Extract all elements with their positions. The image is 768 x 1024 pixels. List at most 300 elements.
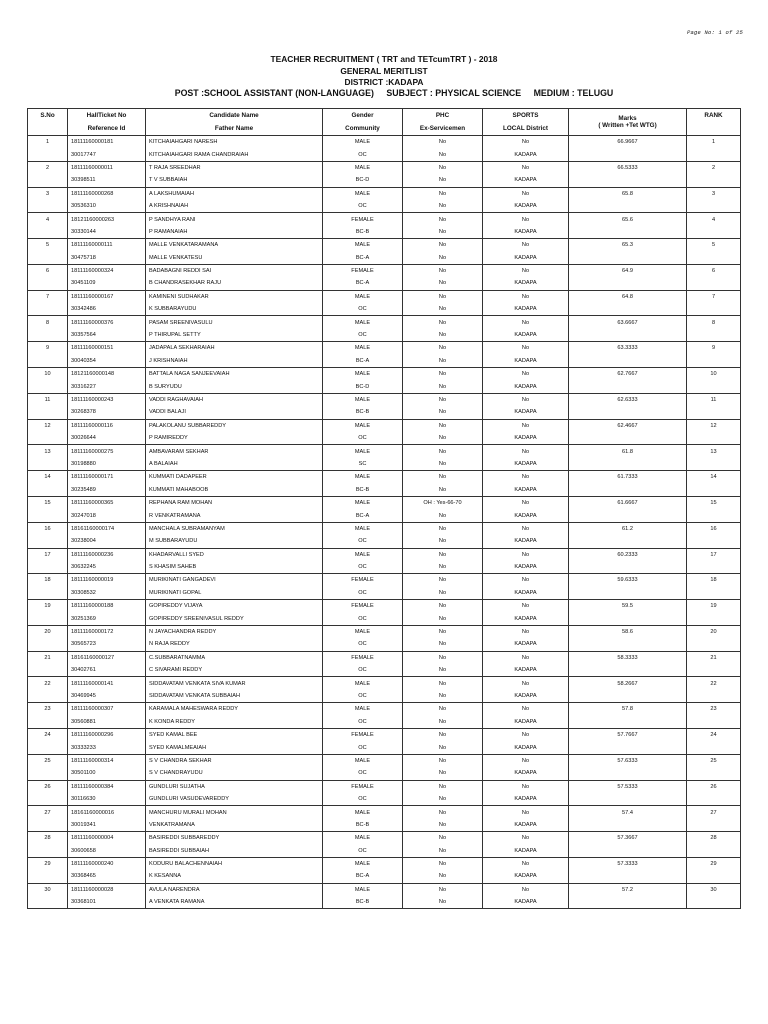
cell-hallticket: 18111160000141	[68, 677, 146, 690]
cell-local-district: KADAPA	[483, 509, 569, 522]
cell-rank: 17	[687, 548, 741, 561]
cell-ex-servicemen: No	[403, 716, 483, 729]
table-row-secondary	[28, 896, 741, 909]
cell-ex-servicemen: No	[403, 561, 483, 574]
cell-empty	[687, 406, 741, 419]
cell-phc: No	[403, 136, 483, 149]
cell-local-district: KADAPA	[483, 638, 569, 651]
cell-father-name: M SUBBARAYUDU	[146, 535, 323, 548]
cell-ex-servicemen: No	[403, 252, 483, 265]
cell-reference-id: 30475718	[68, 252, 146, 265]
cell-sno: 24	[28, 728, 68, 741]
table-row	[28, 419, 741, 432]
cell-reference-id: 30342486	[68, 303, 146, 316]
cell-local-district: KADAPA	[483, 458, 569, 471]
cell-hallticket: 18111160000116	[68, 419, 146, 432]
cell-ex-servicemen: No	[403, 432, 483, 445]
cell-empty	[569, 767, 687, 780]
cell-candidate-name: MURIKINATI GANGADEVI	[146, 574, 323, 587]
cell-rank: 3	[687, 187, 741, 200]
cell-marks: 57.5333	[569, 780, 687, 793]
table-row-secondary	[28, 793, 741, 806]
cell-empty	[687, 793, 741, 806]
cell-local-district: KADAPA	[483, 741, 569, 754]
cell-reference-id: 30235489	[68, 484, 146, 497]
cell-ex-servicemen: No	[403, 767, 483, 780]
cell-local-district: KADAPA	[483, 174, 569, 187]
table-row-secondary	[28, 252, 741, 265]
cell-hallticket: 18111160000151	[68, 342, 146, 355]
cell-gender: MALE	[323, 393, 403, 406]
cell-sports: No	[483, 522, 569, 535]
cell-community: BC-A	[323, 355, 403, 368]
table-header	[28, 109, 741, 136]
cell-rank: 19	[687, 600, 741, 613]
cell-ex-servicemen: No	[403, 535, 483, 548]
table-row-secondary	[28, 148, 741, 161]
cell-empty	[569, 844, 687, 857]
cell-reference-id: 30333233	[68, 741, 146, 754]
cell-empty	[28, 432, 68, 445]
cell-empty	[687, 252, 741, 265]
cell-phc: No	[403, 625, 483, 638]
cell-community: OC	[323, 690, 403, 703]
cell-reference-id: 30600658	[68, 844, 146, 857]
cell-hallticket: 18111160000296	[68, 728, 146, 741]
cell-father-name: K KESANNA	[146, 870, 323, 883]
cell-reference-id: 30026644	[68, 432, 146, 445]
cell-community: BC-B	[323, 819, 403, 832]
cell-phc: No	[403, 213, 483, 226]
col-hallticket: HallTicket No	[68, 109, 146, 123]
cell-sports: No	[483, 213, 569, 226]
cell-phc: No	[403, 703, 483, 716]
cell-community: BC-A	[323, 870, 403, 883]
cell-reference-id: 30268378	[68, 406, 146, 419]
cell-empty	[28, 329, 68, 342]
cell-phc: No	[403, 806, 483, 819]
cell-ex-servicemen: No	[403, 612, 483, 625]
cell-phc: No	[403, 857, 483, 870]
cell-local-district: KADAPA	[483, 870, 569, 883]
cell-empty	[569, 458, 687, 471]
cell-gender: MALE	[323, 754, 403, 767]
merit-list-table	[27, 108, 741, 909]
cell-phc: No	[403, 600, 483, 613]
cell-sports: No	[483, 161, 569, 174]
cell-sports: No	[483, 393, 569, 406]
cell-candidate-name: GUNDLURI SUJATHA	[146, 780, 323, 793]
cell-sno: 26	[28, 780, 68, 793]
cell-phc: No	[403, 342, 483, 355]
cell-empty	[28, 690, 68, 703]
cell-rank: 16	[687, 522, 741, 535]
cell-sports: No	[483, 136, 569, 149]
cell-empty	[569, 200, 687, 213]
cell-sports: No	[483, 857, 569, 870]
cell-community: BC-A	[323, 509, 403, 522]
cell-phc: No	[403, 239, 483, 252]
cell-sports: No	[483, 342, 569, 355]
cell-reference-id: 30536310	[68, 200, 146, 213]
cell-gender: FEMALE	[323, 651, 403, 664]
table-row-secondary	[28, 406, 741, 419]
cell-empty	[28, 870, 68, 883]
cell-empty	[569, 148, 687, 161]
cell-phc: No	[403, 728, 483, 741]
cell-local-district: KADAPA	[483, 355, 569, 368]
cell-candidate-name: AMBAVARAM SEKHAR	[146, 445, 323, 458]
cell-phc: No	[403, 651, 483, 664]
table-row	[28, 496, 741, 509]
cell-sports: No	[483, 316, 569, 329]
cell-reference-id: 30565723	[68, 638, 146, 651]
cell-empty	[569, 277, 687, 290]
cell-local-district: KADAPA	[483, 896, 569, 909]
cell-father-name: K SUBBARAYUDU	[146, 303, 323, 316]
table-row	[28, 832, 741, 845]
cell-empty	[569, 896, 687, 909]
cell-ex-servicemen: No	[403, 406, 483, 419]
cell-candidate-name: KHADARVALLI SYED	[146, 548, 323, 561]
cell-sno: 22	[28, 677, 68, 690]
cell-empty	[687, 870, 741, 883]
cell-community: BC-B	[323, 484, 403, 497]
cell-sports: No	[483, 290, 569, 303]
cell-sports: No	[483, 703, 569, 716]
cell-marks: 57.8	[569, 703, 687, 716]
cell-sports: No	[483, 496, 569, 509]
cell-rank: 22	[687, 677, 741, 690]
col-marks: Marks ( Written +Tet WTG)	[569, 109, 687, 136]
cell-father-name: A VENKATA RAMANA	[146, 896, 323, 909]
cell-empty	[569, 535, 687, 548]
cell-father-name: P RAMIREDDY	[146, 432, 323, 445]
cell-local-district: KADAPA	[483, 329, 569, 342]
cell-father-name: KITCHAIAHGARI RAMA CHANDRAIAH	[146, 148, 323, 161]
cell-ex-servicemen: No	[403, 741, 483, 754]
cell-ex-servicemen: No	[403, 690, 483, 703]
cell-gender: MALE	[323, 496, 403, 509]
cell-gender: MALE	[323, 832, 403, 845]
table-row-secondary	[28, 432, 741, 445]
cell-candidate-name: BATTALA NAGA SANJEEVAIAH	[146, 368, 323, 381]
table-row-secondary	[28, 612, 741, 625]
cell-community: OC	[323, 561, 403, 574]
cell-local-district: KADAPA	[483, 535, 569, 548]
cell-father-name: S V CHANDRAYUDU	[146, 767, 323, 780]
cell-local-district: KADAPA	[483, 690, 569, 703]
cell-marks: 65.8	[569, 187, 687, 200]
cell-sports: No	[483, 651, 569, 664]
cell-empty	[569, 690, 687, 703]
cell-gender: FEMALE	[323, 600, 403, 613]
cell-empty	[28, 252, 68, 265]
cell-ex-servicemen: No	[403, 148, 483, 161]
cell-rank: 21	[687, 651, 741, 664]
cell-empty	[687, 458, 741, 471]
cell-reference-id: 30402761	[68, 664, 146, 677]
cell-empty	[28, 793, 68, 806]
cell-community: OC	[323, 329, 403, 342]
cell-hallticket: 18111160000384	[68, 780, 146, 793]
cell-ex-servicemen: No	[403, 484, 483, 497]
cell-empty	[28, 896, 68, 909]
cell-sports: No	[483, 471, 569, 484]
cell-empty	[28, 612, 68, 625]
cell-empty	[687, 148, 741, 161]
cell-empty	[28, 406, 68, 419]
cell-hallticket: 18111160000268	[68, 187, 146, 200]
cell-sno: 1	[28, 136, 68, 149]
cell-empty	[569, 638, 687, 651]
cell-rank: 25	[687, 754, 741, 767]
cell-sports: No	[483, 264, 569, 277]
cell-reference-id: 30198880	[68, 458, 146, 471]
table-row-secondary	[28, 587, 741, 600]
cell-sno: 6	[28, 264, 68, 277]
cell-sports: No	[483, 419, 569, 432]
cell-hallticket: 18111160000181	[68, 136, 146, 149]
document-title: TEACHER RECRUITMENT ( TRT and TETcumTRT ) - 2018	[270, 54, 498, 64]
cell-empty	[569, 870, 687, 883]
cell-phc: No	[403, 393, 483, 406]
cell-local-district: KADAPA	[483, 200, 569, 213]
cell-candidate-name: MANCHURU MURALI MOHAN	[146, 806, 323, 819]
cell-empty	[687, 716, 741, 729]
cell-marks: 57.4	[569, 806, 687, 819]
cell-gender: MALE	[323, 471, 403, 484]
cell-community: BC-D	[323, 174, 403, 187]
cell-empty	[28, 716, 68, 729]
cell-empty	[569, 174, 687, 187]
cell-empty	[569, 587, 687, 600]
cell-empty	[687, 432, 741, 445]
cell-local-district: KADAPA	[483, 587, 569, 600]
cell-empty	[28, 535, 68, 548]
cell-local-district: KADAPA	[483, 303, 569, 316]
col-rank: RANK	[687, 109, 741, 123]
table-row-secondary	[28, 561, 741, 574]
table-row	[28, 161, 741, 174]
col-sports: SPORTS	[483, 109, 569, 123]
cell-hallticket: 18111160000243	[68, 393, 146, 406]
table-row	[28, 368, 741, 381]
cell-empty	[569, 329, 687, 342]
cell-rank: 24	[687, 728, 741, 741]
cell-community: OC	[323, 767, 403, 780]
cell-empty	[28, 664, 68, 677]
cell-empty	[28, 355, 68, 368]
cell-gender: MALE	[323, 290, 403, 303]
table-row-secondary	[28, 690, 741, 703]
cell-hallticket: 18111160000275	[68, 445, 146, 458]
cell-marks: 58.3333	[569, 651, 687, 664]
cell-phc: No	[403, 677, 483, 690]
cell-father-name: A KRISHNAIAH	[146, 200, 323, 213]
cell-reference-id: 30019341	[68, 819, 146, 832]
table-row	[28, 806, 741, 819]
col-phc: PHC	[403, 109, 483, 123]
cell-empty	[569, 226, 687, 239]
cell-father-name: BASIREDDI SUBBAIAH	[146, 844, 323, 857]
table-row-secondary	[28, 509, 741, 522]
cell-empty	[687, 741, 741, 754]
table-row	[28, 187, 741, 200]
cell-empty	[569, 612, 687, 625]
cell-marks: 61.8	[569, 445, 687, 458]
cell-reference-id: 30451109	[68, 277, 146, 290]
table-row-secondary	[28, 329, 741, 342]
cell-local-district: KADAPA	[483, 664, 569, 677]
cell-sno: 20	[28, 625, 68, 638]
table-row-secondary	[28, 174, 741, 187]
cell-community: BC-A	[323, 277, 403, 290]
cell-empty	[687, 277, 741, 290]
cell-local-district: KADAPA	[483, 793, 569, 806]
cell-community: OC	[323, 535, 403, 548]
cell-reference-id: 30368101	[68, 896, 146, 909]
table-row	[28, 136, 741, 149]
cell-rank: 4	[687, 213, 741, 226]
col-gender: Gender	[323, 109, 403, 123]
cell-local-district: KADAPA	[483, 148, 569, 161]
cell-ex-servicemen: No	[403, 587, 483, 600]
cell-candidate-name: SYED KAMAL BEE	[146, 728, 323, 741]
cell-gender: MALE	[323, 187, 403, 200]
table-row	[28, 445, 741, 458]
cell-hallticket: 18111160000011	[68, 161, 146, 174]
cell-sno: 23	[28, 703, 68, 716]
cell-sports: No	[483, 239, 569, 252]
table-row	[28, 239, 741, 252]
cell-phc: No	[403, 832, 483, 845]
cell-phc: No	[403, 574, 483, 587]
cell-empty	[569, 716, 687, 729]
cell-community: OC	[323, 612, 403, 625]
cell-sno: 3	[28, 187, 68, 200]
cell-candidate-name: T RAJA SREEDHAR	[146, 161, 323, 174]
cell-empty	[569, 664, 687, 677]
cell-rank: 10	[687, 368, 741, 381]
cell-empty	[687, 767, 741, 780]
cell-empty	[28, 303, 68, 316]
cell-empty	[687, 587, 741, 600]
table-row-secondary	[28, 819, 741, 832]
cell-sno: 29	[28, 857, 68, 870]
cell-hallticket: 18111160000307	[68, 703, 146, 716]
cell-gender: MALE	[323, 239, 403, 252]
cell-father-name: T V SUBBAIAH	[146, 174, 323, 187]
cell-community: OC	[323, 716, 403, 729]
cell-rank: 5	[687, 239, 741, 252]
cell-hallticket: 18111160000172	[68, 625, 146, 638]
cell-sports: No	[483, 754, 569, 767]
cell-ex-servicemen: No	[403, 664, 483, 677]
cell-sports: No	[483, 832, 569, 845]
cell-candidate-name: VADDI RAGHAVAIAH	[146, 393, 323, 406]
cell-gender: FEMALE	[323, 728, 403, 741]
cell-empty	[687, 329, 741, 342]
table-row	[28, 393, 741, 406]
cell-marks: 62.7667	[569, 368, 687, 381]
cell-father-name: KUMMATI MAHABOOB	[146, 484, 323, 497]
cell-marks: 61.2	[569, 522, 687, 535]
table-row	[28, 574, 741, 587]
subject-label: SUBJECT : PHYSICAL SCIENCE	[386, 88, 522, 98]
table-body	[28, 136, 741, 909]
table-row-secondary	[28, 355, 741, 368]
cell-sno: 15	[28, 496, 68, 509]
cell-hallticket: 18161160000127	[68, 651, 146, 664]
cell-sno: 5	[28, 239, 68, 252]
table-row	[28, 213, 741, 226]
cell-marks: 66.5333	[569, 161, 687, 174]
cell-hallticket: 18111160000171	[68, 471, 146, 484]
cell-marks: 57.3667	[569, 832, 687, 845]
cell-hallticket: 18121160000263	[68, 213, 146, 226]
cell-candidate-name: SIDDAVATAM VENKATA SIVA KUMAR	[146, 677, 323, 690]
cell-gender: MALE	[323, 445, 403, 458]
cell-sno: 30	[28, 883, 68, 896]
cell-empty	[569, 484, 687, 497]
cell-local-district: KADAPA	[483, 844, 569, 857]
cell-sno: 7	[28, 290, 68, 303]
cell-sports: No	[483, 368, 569, 381]
cell-father-name: R VENKATRAMANA	[146, 509, 323, 522]
cell-empty	[687, 484, 741, 497]
cell-phc: No	[403, 368, 483, 381]
table-row-secondary	[28, 200, 741, 213]
cell-local-district: KADAPA	[483, 380, 569, 393]
cell-father-name: C SIVARAMI REDDY	[146, 664, 323, 677]
cell-sno: 28	[28, 832, 68, 845]
cell-sno: 12	[28, 419, 68, 432]
cell-phc: No	[403, 316, 483, 329]
cell-ex-servicemen: No	[403, 509, 483, 522]
cell-community: OC	[323, 844, 403, 857]
cell-empty	[569, 793, 687, 806]
table-row	[28, 342, 741, 355]
cell-candidate-name: MANCHALA SUBRAMANYAM	[146, 522, 323, 535]
cell-community: BC-A	[323, 252, 403, 265]
cell-candidate-name: N JAYACHANDRA REDDY	[146, 625, 323, 638]
cell-empty	[569, 303, 687, 316]
cell-marks: 65.3	[569, 239, 687, 252]
cell-phc: No	[403, 187, 483, 200]
cell-candidate-name: KAMINENI SUDHAKAR	[146, 290, 323, 303]
cell-empty	[687, 509, 741, 522]
cell-empty	[687, 174, 741, 187]
cell-empty	[569, 406, 687, 419]
cell-sports: No	[483, 806, 569, 819]
cell-reference-id: 30330144	[68, 226, 146, 239]
cell-empty	[687, 664, 741, 677]
cell-rank: 1	[687, 136, 741, 149]
cell-gender: MALE	[323, 548, 403, 561]
cell-community: OC	[323, 432, 403, 445]
cell-marks: 58.2667	[569, 677, 687, 690]
cell-father-name: B SURYUDU	[146, 380, 323, 393]
cell-empty	[687, 896, 741, 909]
cell-empty	[28, 200, 68, 213]
cell-empty	[687, 200, 741, 213]
cell-local-district: KADAPA	[483, 767, 569, 780]
cell-reference-id: 30398511	[68, 174, 146, 187]
cell-community: OC	[323, 148, 403, 161]
cell-empty	[28, 638, 68, 651]
district-heading: DISTRICT :KADAPA	[344, 77, 424, 87]
